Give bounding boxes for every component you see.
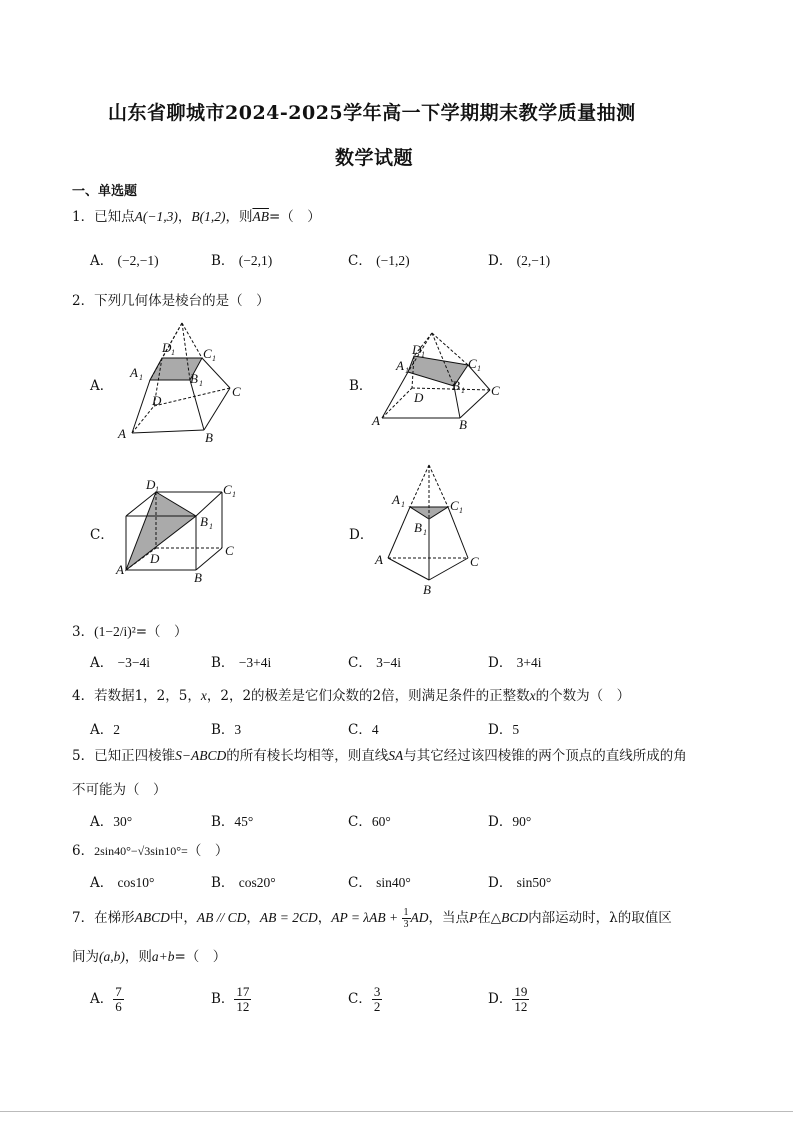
svg-text:1: 1 <box>461 386 465 395</box>
option-d[interactable]: D． sin50° <box>488 875 552 891</box>
question-stem: 内部运动时，λ的取值区 <box>528 910 672 926</box>
option-d[interactable]: D． $\frac{19}{12}$ <box>488 984 528 1014</box>
svg-text:1: 1 <box>171 348 175 357</box>
question-stem: 与其它经过该四棱锥的两个顶点的直线所成的角 <box>403 748 687 764</box>
option-c[interactable]: C．4 <box>348 722 379 738</box>
label-d: D <box>152 393 162 408</box>
math-interval: (a,b) <box>99 949 125 964</box>
question-stem: ，则 <box>225 209 253 225</box>
option-a[interactable]: A．2 <box>90 722 120 738</box>
label-d: D <box>414 390 424 405</box>
question-stem: （ ） <box>187 843 229 859</box>
math-fraction: $\frac{1}{3}$ <box>403 907 409 930</box>
question-7: 7．在梯形ABCD中，AB // CD，AB = 2CD，AP = λAB + $\frac{1}{3}$ AD，当点P在△BCD内部运动时，λ的取值区 <box>72 907 672 930</box>
question-stem: 的个数为（ ） <box>535 688 631 704</box>
option-a[interactable]: A． $\frac{7}{6}$ <box>90 984 122 1014</box>
section-heading: 一、单选题 <box>72 184 138 199</box>
option-d[interactable]: D． <box>349 527 374 543</box>
math-var: x <box>200 688 207 703</box>
math-vector: $\overline{AB}$ <box>252 209 269 224</box>
svg-text:1: 1 <box>477 364 481 373</box>
option-b[interactable]: B． $\frac{17}{12}$ <box>211 984 250 1014</box>
option-c[interactable]: C． sin40° <box>348 875 411 891</box>
edge <box>204 388 230 430</box>
label-a1: A <box>392 492 400 507</box>
label-b1: B <box>452 378 460 393</box>
svg-text:1: 1 <box>405 366 409 375</box>
edge <box>412 388 490 390</box>
option-a[interactable]: A．30° <box>90 814 133 830</box>
math-expression: 2sin40°−√3sin10°= <box>94 844 188 858</box>
label-c: C <box>491 383 500 398</box>
shaded-triangle <box>126 492 196 570</box>
label-a1: A <box>396 358 404 373</box>
label-b: B <box>205 430 213 445</box>
question-4 <box>72 684 630 704</box>
label-b1: B <box>190 371 198 386</box>
edge <box>382 372 408 418</box>
label-a: A <box>116 562 124 577</box>
option-c[interactable]: C． (−1,2) <box>348 253 410 269</box>
question-number: 3． <box>72 624 95 640</box>
math-sum: a+b <box>151 949 175 964</box>
label-b1: B <box>200 514 208 529</box>
label-d1: D <box>146 478 156 492</box>
math-point-a: A(−1,3) <box>134 209 178 224</box>
option-b[interactable]: B． −3+4i <box>211 655 272 671</box>
svg-text:1: 1 <box>421 350 425 359</box>
question-number: 4． <box>72 688 95 704</box>
math-condition: AB = 2CD <box>259 910 318 925</box>
option-d[interactable]: D． (2,−1) <box>488 253 551 269</box>
question-5-cont: 不可能为（ ） <box>72 782 167 798</box>
figure-c <box>112 478 252 586</box>
punct: ， <box>177 209 192 225</box>
label-c: C <box>232 384 241 399</box>
question-stem: 间为 <box>72 949 99 965</box>
question-number: 5． <box>72 748 95 764</box>
math-vector-expr: AP = λAB + <box>331 910 402 925</box>
svg-text:1: 1 <box>212 354 216 363</box>
page-title: 山东省聊城市2024-2025学年高一下学期期末教学质量抽测 <box>108 102 636 124</box>
math-line: SA <box>388 748 404 763</box>
question-stem: 在 <box>477 910 491 926</box>
question-stem: ，则 <box>124 949 152 965</box>
option-c[interactable]: C． $\frac{3}{2}$ <box>348 984 381 1014</box>
option-c[interactable]: C． <box>90 527 114 543</box>
label-c1: C <box>468 356 477 371</box>
label-b1: B <box>414 520 422 535</box>
option-b[interactable]: B． <box>349 378 373 394</box>
option-b[interactable]: B．3 <box>211 722 242 738</box>
math-var: x <box>529 688 536 703</box>
label-d1: D <box>162 340 172 355</box>
math-point: P <box>469 910 478 925</box>
question-stem: 在梯形 <box>94 910 135 926</box>
edge <box>182 323 202 358</box>
option-a[interactable]: A． −3−4i <box>90 655 151 671</box>
label-a: A <box>118 426 126 441</box>
label-d: D <box>150 551 160 566</box>
option-a[interactable]: A． (−2,−1) <box>90 253 159 269</box>
edge <box>154 388 230 406</box>
math-expression: (1−2/i)² <box>94 624 136 639</box>
figure-b <box>368 328 508 436</box>
page-bottom-rule <box>0 1111 793 1112</box>
option-b[interactable]: B． (−2,1) <box>211 253 273 269</box>
svg-text:1: 1 <box>199 379 203 388</box>
label-c: C <box>470 554 479 569</box>
option-a[interactable]: A． cos10° <box>90 875 155 891</box>
svg-text:1: 1 <box>401 500 405 509</box>
edge <box>429 465 448 507</box>
question-stem: 中， <box>169 910 197 926</box>
question-stem: 若数据1，2，5， <box>94 688 201 704</box>
math-shape: ABCD <box>134 910 170 925</box>
question-5 <box>72 744 687 764</box>
option-a[interactable]: A． <box>90 378 114 394</box>
label-c1: C <box>203 346 212 361</box>
question-stem: 下列几何体是棱台的是（ ） <box>94 293 270 309</box>
option-c[interactable]: C．60° <box>348 814 391 830</box>
svg-text:1: 1 <box>232 490 236 499</box>
label-b: B <box>423 582 431 597</box>
question-stem: 已知点 <box>94 209 135 225</box>
svg-text:1: 1 <box>423 528 427 537</box>
math-pyramid: S−ABCD <box>175 748 227 763</box>
label-a: A <box>372 413 380 428</box>
math-point-b: B(1,2) <box>191 209 226 224</box>
label-a1: A <box>130 365 138 380</box>
question-number: 1． <box>72 209 95 225</box>
label-d1: D <box>412 342 422 357</box>
label-c1: C <box>223 482 232 497</box>
option-b[interactable]: B． cos20° <box>211 875 276 891</box>
question-stem: 已知正四棱锥 <box>94 748 176 764</box>
edge <box>410 465 429 507</box>
edge <box>132 430 204 433</box>
option-c[interactable]: C． 3−4i <box>348 655 402 671</box>
svg-text:1: 1 <box>139 373 143 382</box>
option-b[interactable]: B．45° <box>211 814 254 830</box>
question-6 <box>72 839 228 859</box>
question-stem: ，2，2的极差是它们众数的2倍，则满足条件的正整数 <box>206 688 530 704</box>
question-7-cont <box>72 945 226 965</box>
edge <box>132 406 154 433</box>
question-1 <box>72 205 321 225</box>
edge <box>448 507 468 558</box>
question-stem: =（ ） <box>135 624 188 640</box>
label-c: C <box>225 543 234 558</box>
math-condition: AB // CD <box>196 910 247 925</box>
math-triangle: △BCD <box>490 910 529 925</box>
option-d[interactable]: D． 3+4i <box>488 655 542 671</box>
edge <box>388 507 410 558</box>
figure-d <box>372 460 492 600</box>
edge <box>429 558 468 580</box>
question-stem: 的所有棱长均相等，则直线 <box>226 748 389 764</box>
edge <box>196 492 222 516</box>
edge <box>132 380 150 433</box>
question-number: 6． <box>72 843 95 859</box>
figure-a <box>112 318 252 448</box>
label-b: B <box>194 570 202 585</box>
svg-text:1: 1 <box>459 506 463 515</box>
question-number: 2． <box>72 293 95 309</box>
edge <box>382 388 412 418</box>
math-vector: AD <box>410 910 429 925</box>
question-number: 7． <box>72 910 95 926</box>
question-2 <box>72 289 270 309</box>
question-stem: =（ ） <box>174 949 227 965</box>
label-c1: C <box>450 498 459 513</box>
question-3 <box>72 620 188 640</box>
page-subtitle: 数学试题 <box>335 147 414 169</box>
question-stem: ，当点 <box>428 910 470 926</box>
edge <box>202 358 230 388</box>
option-d[interactable]: D．90° <box>488 814 532 830</box>
svg-text:1: 1 <box>209 522 213 531</box>
edge <box>388 558 429 580</box>
question-stem: =（ ） <box>268 209 321 225</box>
edge <box>196 548 222 570</box>
option-d[interactable]: D．5 <box>488 722 520 738</box>
svg-text:1: 1 <box>155 485 159 494</box>
label-b: B <box>459 417 467 432</box>
label-a: A <box>375 552 383 567</box>
